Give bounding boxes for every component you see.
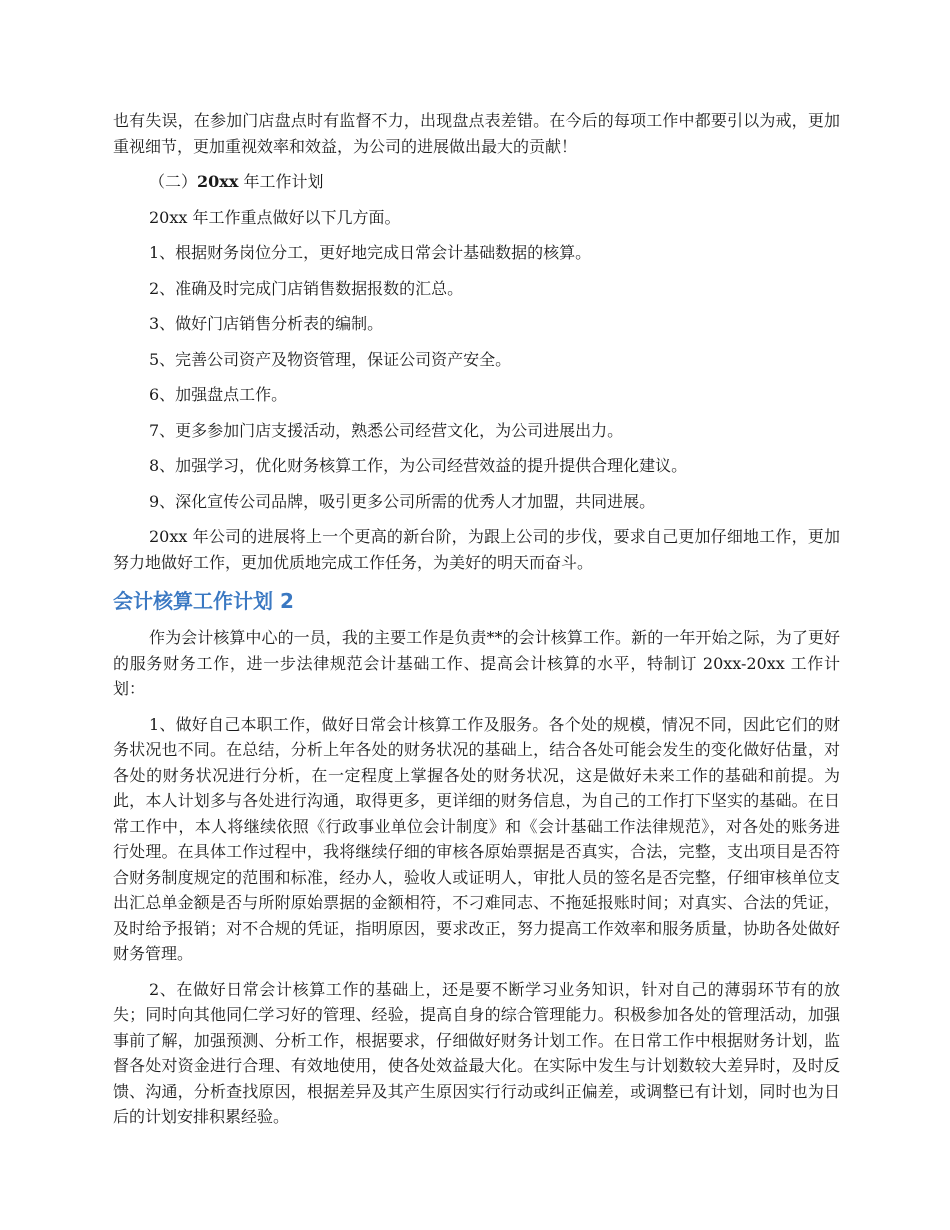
list-item: 1、根据财务岗位分工，更好地完成日常会计基础数据的核算。	[149, 243, 592, 262]
list-item: 2、准确及时完成门店销售数据报数的汇总。	[149, 278, 464, 298]
subtitle-year: 20xx	[197, 172, 239, 191]
paragraph-lead: 20xx 年工作重点做好以下几方面。	[149, 207, 401, 227]
paragraph-intro: 作为会计核算中心的一员，我的主要工作是负责**的会计核算工作。新的一年开始之际，为了更好的服务财务工作，进一步法律规范会计基础工作、提高会计核算的水平，特制订 20xx-20xx 工作计划：	[113, 628, 840, 698]
section-heading: 会计核算工作计划 2	[113, 589, 294, 613]
subtitle-suffix: 年工作计划	[243, 172, 324, 191]
paragraph-item-1: 1、做好自己本职工作，做好日常会计核算工作及服务。各个处的规模，情况不同，因此它们的财务状况也不同。在总结，分析上年各处的财务状况的基础上，结合各处可能会发生的变化做好估量，对各处的财务状况进行分析，在一定程度上掌握各处的财务状况，这是做好未来工作的基础和前提。为此，本人计划多与各处进行沟通，取得更多，更详细的财务信息，为自己的工作打下坚实的基础。在日常工作中，本人将继续依照《行政事业单位会计制度》和《会计基础工作法律规范》，对各处的账务进行处理。在具体工作过程中，我将继续仔细的审核各原始票据是否真实，合法，完整，支出项目是否符合财务制度规定的范围和标准，经办人，验收人或证明人，审批人员的签名是否完整，仔细审核单位支出汇总单金额是否与所附原始票据的金额相符，不刁难同志、不拖延报账时间；对真实、合法的凭证，及时给予报销；对不合规的凭证，指明原因，要求改正，努力提高工作效率和服务质量，协助各处做好财务管理。	[113, 714, 840, 963]
document-page	[113, 108, 840, 1130]
list-item: 5、完善公司资产及物资管理，保证公司资产安全。	[149, 349, 512, 369]
list-item: 7、更多参加门店支援活动，熟悉公司经营文化，为公司进展出力。	[149, 420, 624, 440]
subtitle-work-plan	[113, 169, 840, 195]
paragraph-closing: 20xx 年公司的进展将上一个更高的新台阶，为跟上公司的步伐，要求自己更加仔细地工作，更加努力地做好工作，更加优质地完成工作任务，为美好的明天而奋斗。	[113, 527, 840, 572]
paragraph-item-2: 2、在做好日常会计核算工作的基础上，还是要不断学习业务知识，针对自己的薄弱环节有的放失；同时向其他同仁学习好的管理、经验，提高自身的综合管理能力。积极参加各处的管理活动，加强事前了解，加强预测、分析工作，根据要求，仔细做好财务计划工作。在日常工作中根据财务计划，监督各处对资金进行合理、有效地使用，使各处效益最大化。在实际中发生与计划数较大差异时，及时反馈、沟通，分析查找原因，根据差异及其产生原因实行行动或纠正偏差，或调整已有计划，同时也为日后的计划安排积累经验。	[113, 979, 840, 1126]
subtitle-prefix: （二）	[149, 172, 198, 191]
list-item: 3、做好门店销售分析表的编制。	[149, 314, 384, 333]
paragraph-intro-tail: 也有失误，在参加门店盘点时有监督不力，出现盘点表差错。在今后的每项工作中都要引以为戒，更加重视细节，更加重视效率和效益，为公司的进展做出最大的贡献！	[113, 111, 840, 156]
list-item: 9、深化宣传公司品牌，吸引更多公司所需的优秀人才加盟，共同进展。	[149, 491, 656, 511]
list-item: 8、加强学习，优化财务核算工作，为公司经营效益的提升提供合理化建议。	[149, 456, 688, 475]
list-item: 6、加强盘点工作。	[149, 385, 288, 404]
